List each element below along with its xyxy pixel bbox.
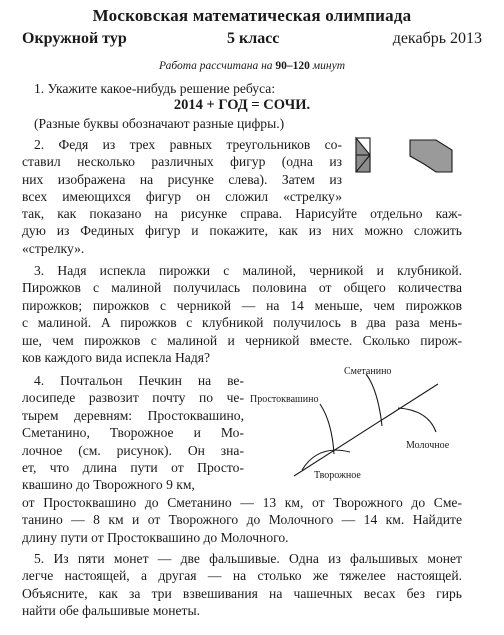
problem-3-line: пирожков; пирожков с черникой — на 14 меньше, чем пирожков — [22, 297, 462, 313]
problem-4-line: Сметанино, Творожное и Мо- — [22, 425, 244, 441]
label-molochnoe: Молочное — [406, 440, 450, 451]
problem-3-line: 3. Надя испекла пирожки с малиной, черникой и клубникой. — [34, 263, 462, 278]
problem-4-line: квашино до Творожного 9 км, — [22, 477, 195, 493]
olympiad-title: Московская математическая олимпиада — [92, 6, 412, 25]
header-row — [22, 30, 482, 52]
problem-2-line: всех имеющихся фигур он сложил «стрелку» — [22, 189, 342, 205]
problem-1 — [22, 80, 462, 132]
problem-5-line: найти обе фальшивые монеты. — [22, 603, 201, 619]
problem-2-line: «стрелку». — [22, 240, 85, 256]
problem-3-line: ков каждого вида испекла Надя? — [22, 350, 211, 366]
problem-2-line: 2. Федя из трех равных треугольников со- — [34, 137, 342, 152]
problem-1-note: (Разные буквы обозначают разные цифры.) — [34, 115, 285, 131]
problem-5-line: 5. Из пяти монет — две фальшивые. Одна из фальшивых монет — [34, 551, 462, 566]
problem-4-cont — [22, 494, 462, 546]
problem-4 — [22, 372, 244, 494]
time-value: 90–120 — [275, 60, 310, 72]
road-prostokvashino — [320, 404, 334, 454]
problem-5 — [22, 550, 462, 620]
problem-4-line: ет, что длина пути от Просто- — [22, 460, 244, 476]
road-tvorozhnoe — [302, 450, 350, 470]
time-note — [0, 60, 504, 72]
problem-5-line: Объясните, как за три взвешивания на чашечных весах без гирь — [22, 585, 462, 601]
problem-2-line: дую из Фединых фигур и покажите, как из них можно сложить — [22, 223, 462, 239]
date-label: декабрь 2013 — [392, 30, 482, 47]
road-smetanino — [366, 374, 382, 426]
time-suffix: минут — [309, 60, 346, 72]
label-prostokvashino: Простоквашино — [250, 394, 319, 405]
problem-2-line: так, как показано на рисунке справа. Нарисуйте отдельно каж- — [22, 206, 462, 221]
problem-4-line: длину пути от Простоквашино до Молочного. — [22, 529, 289, 545]
rebus: 2014 + ГОД = СОЧИ. — [173, 97, 311, 114]
label-tvorozhnoe: Творожное — [314, 470, 361, 481]
time-prefix: Работа рассчитана на — [158, 60, 276, 72]
villages-map — [248, 362, 464, 488]
arrow-figure — [410, 140, 452, 172]
problem-2 — [22, 136, 342, 206]
road-molochnoe — [398, 408, 436, 432]
round-name: Окружной тур — [22, 30, 127, 47]
problem-3-line: Пирожков с малиной получилась половина от общего количества — [22, 280, 462, 296]
triangles-figure — [350, 132, 462, 180]
grade-label: 5 класс — [227, 30, 280, 47]
problem-2-cont — [22, 205, 462, 257]
problem-4-line: лосипеде развозит почту по че- — [22, 390, 244, 406]
problem-5-line: легче настоящей, а другая — на столько же тяжелее настоящей. — [22, 568, 462, 584]
problem-4-line: лочное (см. рисунок). Он зна- — [22, 442, 244, 458]
problem-4-line: танино — 8 км и от Творожного до Молочного — 14 км. Найдите — [22, 512, 462, 528]
problem-3 — [22, 262, 462, 366]
problem-1-text: 1. Укажите какое-нибудь решение ребуса: — [34, 81, 276, 96]
problem-4-line: от Простоквашино до Сметанино — 13 км, от Творожного до Сме- — [22, 495, 462, 510]
problem-3-line: с малиной. А пирожков с клубникой получилось в два раза мень- — [22, 315, 462, 331]
problem-4-line: 4. Почтальон Печкин на ве- — [34, 373, 244, 388]
problem-2-line: них изображена на рисунке слева). Затем из — [22, 171, 342, 187]
label-smetanino: Сметанино — [344, 366, 392, 377]
problem-2-line: ставил несколько различных фигур (одна из — [22, 154, 342, 170]
problem-4-line: тырем деревням: Простоквашино, — [22, 407, 244, 423]
problem-3-line: ше, чем пирожков с малиной и черникой вместе. Сколько пирож- — [22, 332, 462, 348]
